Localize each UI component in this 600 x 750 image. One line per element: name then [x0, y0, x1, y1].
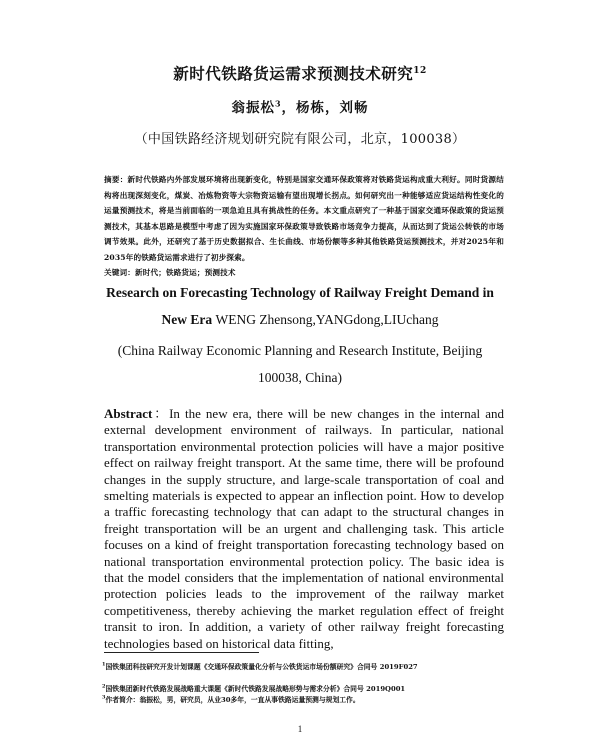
english-affiliation-line-2: 100038, China) — [258, 370, 342, 385]
english-abstract-colon: ： — [152, 406, 170, 421]
chinese-keywords: 关键词：新时代；铁路货运；预测技术 — [104, 268, 236, 277]
english-title-line-1: Research on Forecasting Technology of Railway Freight Demand in — [106, 285, 494, 300]
chinese-title-footnote-mark: 12 — [413, 65, 427, 76]
chinese-other-authors: ，杨栋，刘畅 — [281, 100, 369, 116]
english-abstract — [104, 406, 504, 652]
chinese-title — [0, 62, 600, 84]
english-abstract-label: Abstract — [104, 406, 153, 421]
english-authors: WENG Zhensong,YANGdong,LIUchang — [215, 312, 439, 327]
chinese-title-text: 新时代铁路货运需求预测技术研究 — [173, 64, 414, 83]
footnote-1-mark: 1 — [102, 661, 106, 668]
footnote-divider — [104, 652, 259, 653]
footnote-3 — [102, 694, 522, 704]
chinese-first-author: 翁振松 — [231, 100, 275, 116]
footnote-3-mark: 3 — [102, 694, 106, 701]
english-title-end: New Era — [161, 312, 213, 327]
english-abstract-text: In the new era, there will be new changes in the internal and external development environment of railways. In particular, national transportation environmental protection policies will have a major positive effect on railway freight transport. At the same time, there will be profound changes in the supply structure, and large-scale transportation of coal and smelting materials is expected to appear an inflection point. How to develop a traffic forecasting technology that can adapt to the structural changes in freight transportation will be an urgent and challenging task. This article focuses on a kind of freight transportation forecasting technology based on national transportation environmental protection policy. The basic idea is that the model considers that the implementation of national environmental protection policies leads to the improvement of the railway market competitiveness, thereby achieving the market regulation effect of freight transit to iron. In addition, a variety of other railway freight forecasting technologies based on historical data fitting, — [104, 406, 504, 651]
footnote-1-text: 国铁集团科技研究开发计划课题《交通环保政策量化分析与公铁货运市场份额研究》合同号 2019F027 — [105, 663, 418, 671]
chinese-authors — [0, 96, 600, 116]
footnote-1 — [102, 661, 522, 671]
english-affiliation-line-1: (China Railway Economic Planning and Research Institute, Beijing — [117, 343, 483, 358]
chinese-abstract: 摘要：新时代铁路内外部发展环境将出现新变化，特别是国家交通环保政策将对铁路货运构成重大利好。同时货源结构将出现深刻变化，煤炭、冶炼物资等大宗物资运输有望出现增长拐点。如何研究出一种能够适应货运结构性变化的运量预测技术，将是当前面临的一项急迫且具有挑战性的任务。本文重点研究了一种基于国家交通环保政策的货运预测技术，其基本思路是模型中考虑了因为实施国家环保政策导致铁路市场竞争力提高，从而达到了货运公转铁的市场调节效果。此外，还研究了基于历史数据拟合、生长曲线、市场份额等多种其他铁路货运预测技术，并对2025年和2035年的铁路货运需求进行了初步探索。 — [104, 175, 504, 262]
footnote-2 — [102, 683, 522, 693]
chinese-affiliation: （中国铁路经济规划研究院有限公司，北京，100038） — [134, 132, 466, 147]
footnote-3-text: 作者简介：翁振松，男，研究员，从业30多年，一直从事铁路运量预测与规划工作。 — [105, 696, 360, 704]
footnote-2-text: 国铁集团新时代铁路发展战略重大课题《新时代铁路发展战略形势与需求分析》合同号 2019Q001 — [105, 685, 406, 693]
footnote-2-mark: 2 — [102, 683, 106, 690]
page-number: 1 — [297, 724, 303, 734]
english-title-line-2 — [0, 312, 600, 328]
chinese-author-footnote-mark: 3 — [274, 98, 282, 109]
